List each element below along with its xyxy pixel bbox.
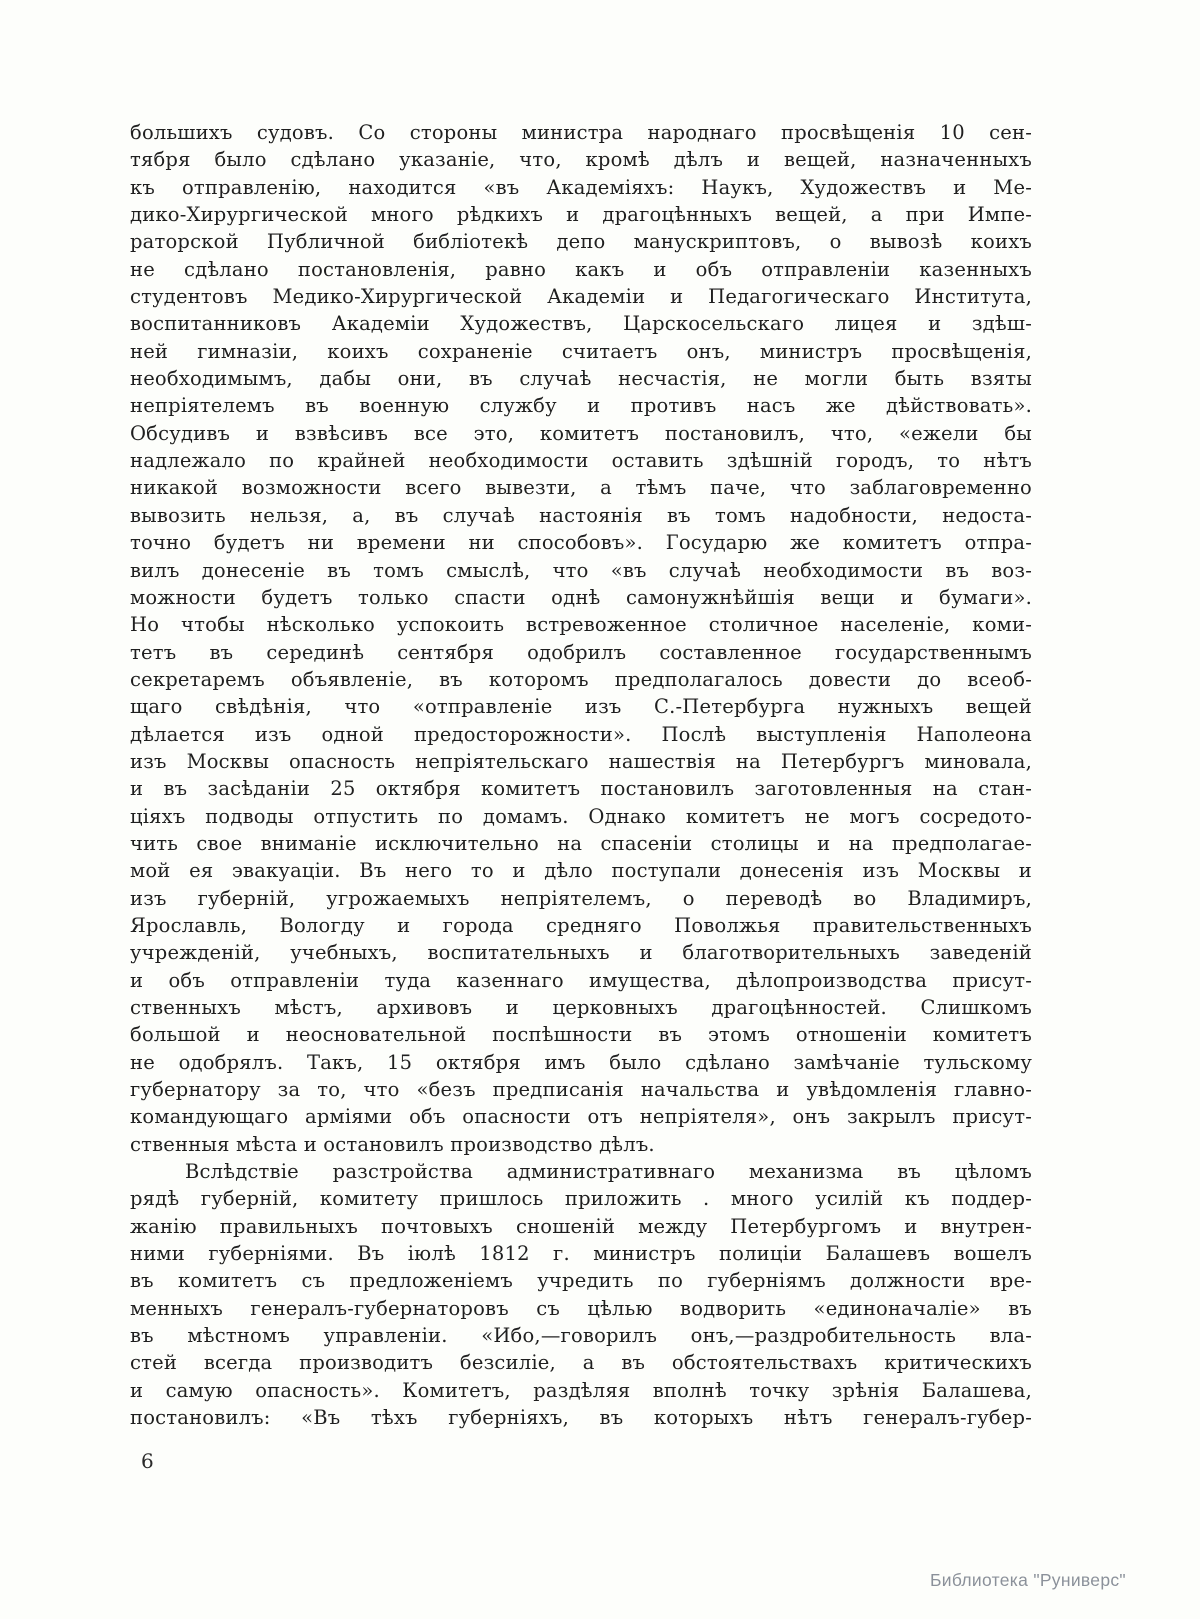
text-line: можности будетъ только спасти однѣ самонужнѣйшія вещи и бумаги». — [130, 585, 1032, 609]
text-line: въ комитетъ съ предложеніемъ учредить по губерніямъ должности вре- — [130, 1269, 1032, 1293]
text-line: тетъ въ серединѣ сентября одобрилъ составленное государственнымъ — [130, 640, 1032, 664]
text-line: въ мѣстномъ управленіи. «Ибо,—говорилъ онъ,—раздробительность вла- — [130, 1324, 1032, 1348]
text-line: ней гимназіи, коихъ сохраненіе считаетъ онъ, министръ просвѣщенія, — [130, 339, 1032, 363]
text-line: Но чтобы нѣсколько успокоить встревоженное столичное населеніе, коми- — [130, 613, 1032, 637]
text-line: точно будетъ ни времени ни способовъ». Государю же комитетъ отпра- — [130, 531, 1032, 555]
text-line: къ отправленію, находится «въ Академіяхъ: Наукъ, Художествъ и Ме- — [130, 175, 1032, 199]
text-line: не одобрялъ. Такъ, 15 октября имъ было сдѣлано замѣчаніе тульскому — [130, 1050, 1032, 1074]
text-line: раторской Публичной библіотекѣ депо манускриптовъ, о вывозѣ коихъ — [130, 230, 1032, 254]
text-line: изъ губерній, угрожаемыхъ непріятелемъ, о переводѣ во Владимиръ, — [130, 886, 1032, 910]
text-line: вилъ донесеніе въ томъ смыслѣ, что «въ случаѣ необходимости въ воз- — [130, 558, 1032, 582]
library-watermark: Библиотека "Руниверс" — [930, 1570, 1126, 1590]
text-line: постановилъ: «Въ тѣхъ губерніяхъ, въ которыхъ нѣтъ генералъ-губер- — [130, 1406, 1032, 1430]
page-text — [130, 119, 1032, 1432]
text-line: студентовъ Медико-Хирургической Академіи и Педагогическаго Института, — [130, 285, 1032, 309]
text-line: менныхъ генералъ-губернаторовъ съ цѣлью водворить «единоначаліе» въ — [130, 1296, 1032, 1320]
text-line: вывозить нельзя, а, въ случаѣ настоянія въ томъ надобности, недоста- — [130, 503, 1032, 527]
text-line: Вслѣдствіе разстройства административнаго механизма въ цѣломъ — [185, 1160, 1032, 1184]
text-line: не сдѣлано постановленія, равно какъ и объ отправленіи казенныхъ — [130, 257, 1032, 281]
text-line: стей всегда производитъ безсиліе, а въ обстоятельствахъ критическихъ — [130, 1351, 1032, 1375]
text-line: необходимымъ, дабы они, въ случаѣ несчастія, не могли быть взяты — [130, 367, 1032, 391]
text-line: надлежало по крайней необходимости оставить здѣшній городъ, то нѣтъ — [130, 449, 1032, 473]
text-line: Обсудивъ и взвѣсивъ все это, комитетъ постановилъ, что, «ежели бы — [130, 421, 1032, 445]
text-line: секретаремъ объявленіе, въ которомъ предполагалось довести до всеоб- — [130, 667, 1032, 691]
text-line: ціяхъ подводы отпустить по домамъ. Однако комитетъ не могъ сосредото- — [130, 804, 1032, 828]
text-line: рядѣ губерній, комитету пришлось приложить . много усилій къ поддер- — [130, 1187, 1032, 1211]
text-line: дѣлается изъ одной предосторожности». Послѣ выступленія Наполеона — [130, 722, 1032, 746]
text-line: командующаго арміями объ опасности отъ непріятеля», онъ закрылъ присут- — [130, 1105, 1032, 1129]
text-line: воспитанниковъ Академіи Художествъ, Царскосельскаго лицея и здѣш- — [130, 312, 1032, 336]
text-line: непріятелемъ въ военную службу и противъ насъ же дѣйствовать». — [130, 394, 1032, 418]
text-line: ственныя мѣста и остановилъ производство дѣлъ. — [130, 1132, 655, 1156]
text-line: и самую опасность». Комитетъ, раздѣляя вполнѣ точку зрѣнія Балашева, — [130, 1378, 1032, 1402]
text-line: жанію правильныхъ почтовыхъ сношеній между Петербургомъ и внутрен- — [130, 1214, 1032, 1238]
text-line: ними губерніями. Въ іюлѣ 1812 г. министръ полиціи Балашевъ вошелъ — [130, 1242, 1032, 1266]
text-line: учрежденій, учебныхъ, воспитательныхъ и благотворительныхъ заведеній — [130, 941, 1032, 965]
text-line: и объ отправленіи туда казеннаго имущества, дѣлопроизводства присут- — [130, 968, 1032, 992]
text-line: губернатору за то, что «безъ предписанія начальства и увѣдомленія главно- — [130, 1078, 1032, 1102]
text-line: чить свое вниманіе исключительно на спасеніи столицы и на предполагае- — [130, 831, 1032, 855]
text-line: Ярославль, Вологду и города средняго Поволжья правительственныхъ — [130, 913, 1032, 937]
text-line: щаго свѣдѣнія, что «отправленіе изъ С.-Петербурга нужныхъ вещей — [130, 695, 1032, 719]
text-line: изъ Москвы опасность непріятельскаго нашествія на Петербургъ миновала, — [130, 749, 1032, 773]
text-line: большой и неосновательной поспѣшности въ этомъ отношеніи комитетъ — [130, 1023, 1032, 1047]
text-line: ственныхъ мѣстъ, архивовъ и церковныхъ драгоцѣнностей. Слишкомъ — [130, 996, 1032, 1019]
text-line: большихъ судовъ. Со стороны министра народнаго просвѣщенія 10 сен- — [130, 121, 1032, 144]
page-number: 6 — [141, 1449, 154, 1473]
text-line: и въ засѣданіи 25 октября комитетъ постановилъ заготовленныя на стан- — [130, 777, 1032, 801]
text-line: никакой возможности всего вывезти, а тѣмъ паче, что заблаговременно — [130, 476, 1032, 500]
text-line: дико-Хирургической много рѣдкихъ и драгоцѣнныхъ вещей, а при Импе- — [130, 203, 1032, 227]
text-line: тября было сдѣлано указаніе, что, кромѣ дѣлъ и вещей, назначенныхъ — [130, 148, 1032, 172]
text-line: мой ея эвакуаціи. Въ него то и дѣло поступали донесенія изъ Москвы и — [130, 859, 1032, 883]
